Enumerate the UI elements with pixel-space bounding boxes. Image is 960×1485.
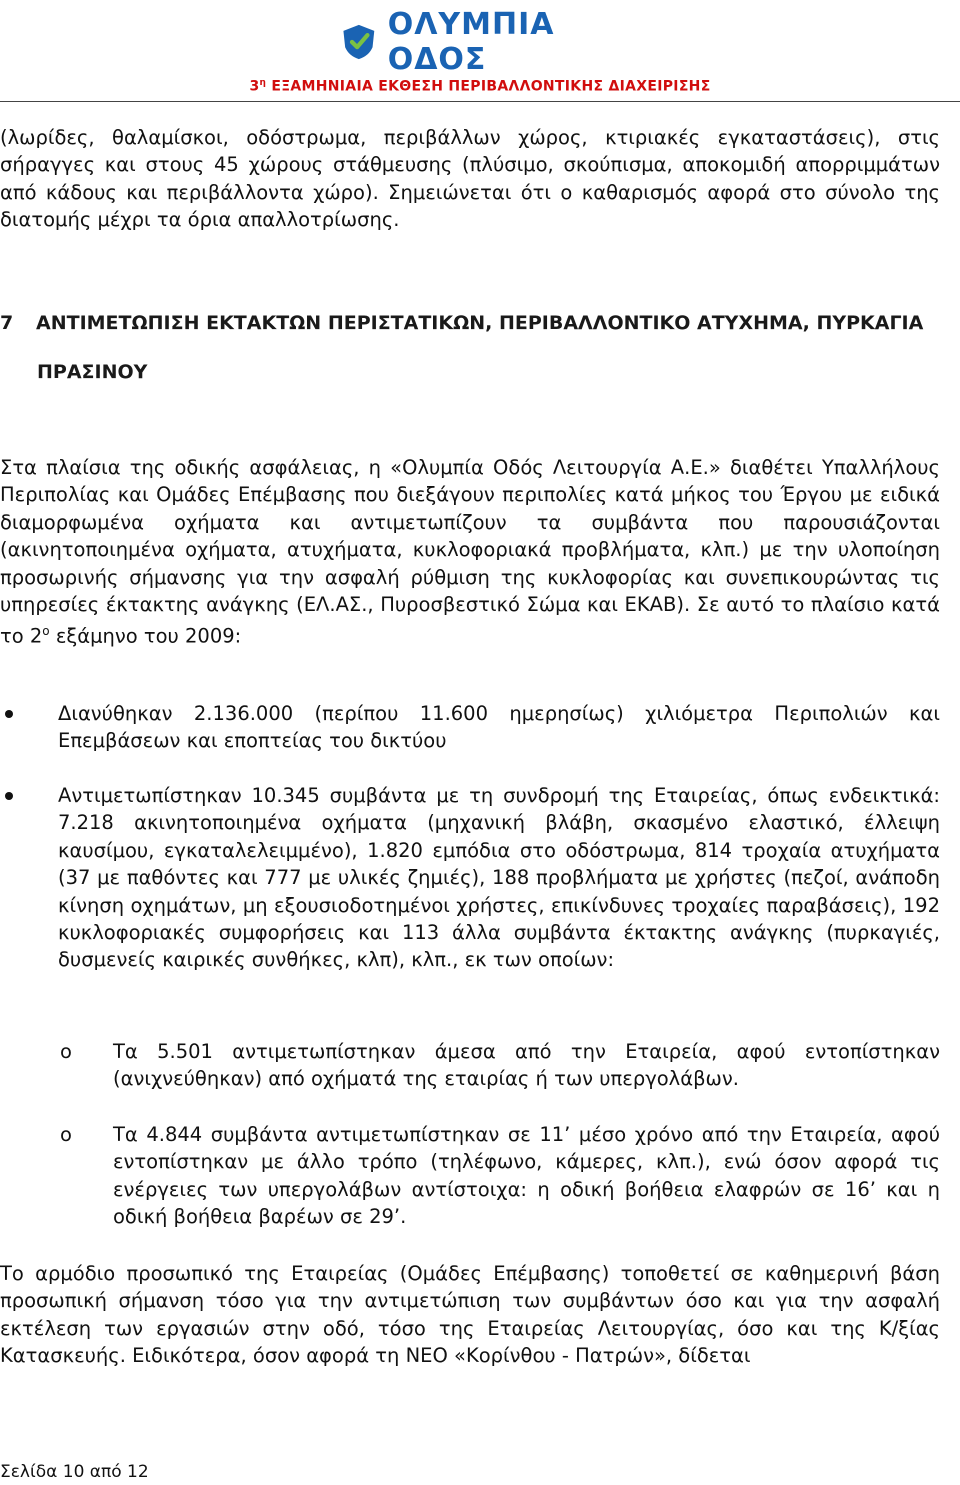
olympia-odos-logo bbox=[340, 7, 625, 77]
sub-list-item-text: Τα 4.844 συμβάντα αντιμετωπίστηκαν σε 11’ μέσο χρόνο από την Εταιρεία, αφού εντοπίστηκαν με άλλο τρόπο (τηλέφωνο, κάμερες, κλπ.), ενώ όσον αφορά τις ενέργειες των υπεργολάβων αντίστοιχα: η οδική βοήθεια ελαφρών σε 16’ και η οδική βοήθεια βαρέων σε 29’. bbox=[113, 1123, 940, 1229]
list-item-text: Διανύθηκαν 2.136.000 (περίπου 11.600 ημερησίως) χιλιόμετρα Περιπολιών και Επεμβάσεων και εποπτείας του δικτύου bbox=[58, 702, 940, 753]
patrol-paragraph-end: εξάμηνο του 2009: bbox=[49, 624, 242, 648]
bullet-dot-icon bbox=[5, 710, 13, 718]
section-title-line1: ΑΝΤΙΜΕΤΩΠΙΣΗ ΕΚΤΑΚΤΩΝ ΠΕΡΙΣΤΑΤΙΚΩΝ, ΠΕΡΙΒΑΛΛΟΝΤΙΚΟ ΑΤΥΧΗΜΑ, ΠΥΡΚΑΓΙΑ bbox=[36, 312, 924, 334]
sub-bullet-marker: o bbox=[60, 1040, 72, 1063]
semester-superscript: ο bbox=[42, 624, 50, 639]
section-title-line2: ΠΡΑΣΙΝΟΥ bbox=[37, 361, 148, 383]
sub-list-item bbox=[58, 1038, 940, 1093]
logo-shield-icon bbox=[340, 20, 378, 64]
personnel-paragraph: Το αρμόδιο προσωπικό της Εταιρείας (Ομάδες Επέμβασης) τοποθετεί σε καθημερινή βάση προσωπική σήμανση τόσο για την αντιμετώπιση των συμβάντων όσο και για την ασφαλή εκτέλεση των εργασιών στην οδό, τόσο της Εταιρείας Λειτουργίας, όσο και της Κ/ξίας Κατασκευής. Ειδικότερα, όσον αφορά τη ΝΕΟ «Κορίνθου - Πατρών», δίδεται bbox=[0, 1262, 940, 1368]
list-item bbox=[0, 782, 940, 974]
sub-list-item-text: Τα 5.501 αντιμετωπίστηκαν άμεσα από την Εταιρεία, αφού εντοπίστηκαν (ανιχνεύθηκαν) από οχήματά της εταιρίας ή των υπεργολάβων. bbox=[113, 1040, 940, 1091]
list-item bbox=[0, 700, 940, 755]
section-number: 7 bbox=[0, 312, 14, 334]
sub-bullet-marker: o bbox=[60, 1123, 72, 1146]
list-item-text: Αντιμετωπίστηκαν 10.345 συμβάντα με τη συνδρομή της Εταιρείας, όπως ενδεικτικά: 7.218 ακινητοποιημένα οχήματα (μηχανική βλάβη, σκασμένο ελαστικό, έλλειψη καυσίμου, εγκαταλελειμμένο), 1.820 εμπόδια στο οδόστρωμα, 814 τροχαία ατυχήματα (37 με παθόντες και 777 με υλικές ζημιές), 188 προβλήματα με χρήστες (πεζοί, ανάποδη κίνηση οχημάτων, μη εξουσιοδοτημένοι χρήστες, επικίνδυνες τροχαίες παραβάσεις), 192 κυκλοφοριακές συμφορήσεις και 113 άλλα συμβάντα έκτακτης ανάγκης (πυρκαγιές, δυσμενείς καιρικές συνθήκες, κλπ), κλπ., εκ των οποίων: bbox=[58, 784, 940, 972]
patrol-paragraph bbox=[0, 454, 940, 650]
sub-list-item bbox=[58, 1121, 940, 1231]
report-title bbox=[0, 78, 960, 95]
report-title-number: 3 bbox=[249, 78, 260, 95]
report-title-text: ΕΞΑΜΗΝΙΑΙΑ ΕΚΘΕΣΗ ΠΕΡΙΒΑΛΛΟΝΤΙΚΗΣ ΔΙΑΧΕΙΡΙΣΗΣ bbox=[271, 78, 711, 95]
report-title-superscript: η bbox=[259, 78, 267, 88]
page-number: Σελίδα 10 από 12 bbox=[0, 1462, 149, 1482]
bullet-dot-icon bbox=[5, 792, 13, 800]
page-header bbox=[0, 0, 960, 105]
header-divider bbox=[0, 101, 960, 102]
intro-paragraph: (λωρίδες, θαλαμίσκοι, οδόστρωμα, περιβάλλων χώρος, κτιριακές εγκαταστάσεις), στις σήραγγες και στους 45 χώρους στάθμευσης (πλύσιμο, σκούπισμα, αποκομιδή απορριμμάτων από κάδους και περιβάλλοντα χώρο). Σημειώνεται ότι ο καθαρισμός αφορά στο σύνολο της διατομής μέχρι τα όρια απαλλοτρίωσης. bbox=[0, 126, 940, 232]
logo-text: ΟΛΥΜΠΙΑ ΟΔΟΣ bbox=[387, 7, 555, 77]
patrol-paragraph-text: Στα πλαίσια της οδικής ασφάλειας, η «Ολυμπία Οδός Λειτουργία Α.Ε.» διαθέτει Υπαλλήλους Περιπολίας και Ομάδες Επέμβασης που διεξάγουν περιπολίες κατά μήκος του Έργου με ειδικά διαμορφωμένα οχήματα και αντιμετωπίζουν τα συμβάντα που παρουσιάζονται (ακινητοποιημένα οχήματα, ατυχήματα, κυκλοφοριακά προβλήματα, κλπ.) με την υλοποίηση προσωρινής σήμανσης για την ασφαλή ρύθμιση της κυκλοφορίας και συνεπικουρώντας τις υπηρεσίες έκτακτης ανάγκης (ΕΛ.ΑΣ., Πυροσβεστικό Σώμα και ΕΚΑΒ). Σε αυτό το πλαίσιο κατά το 2 bbox=[0, 456, 940, 648]
section-heading bbox=[0, 305, 940, 391]
